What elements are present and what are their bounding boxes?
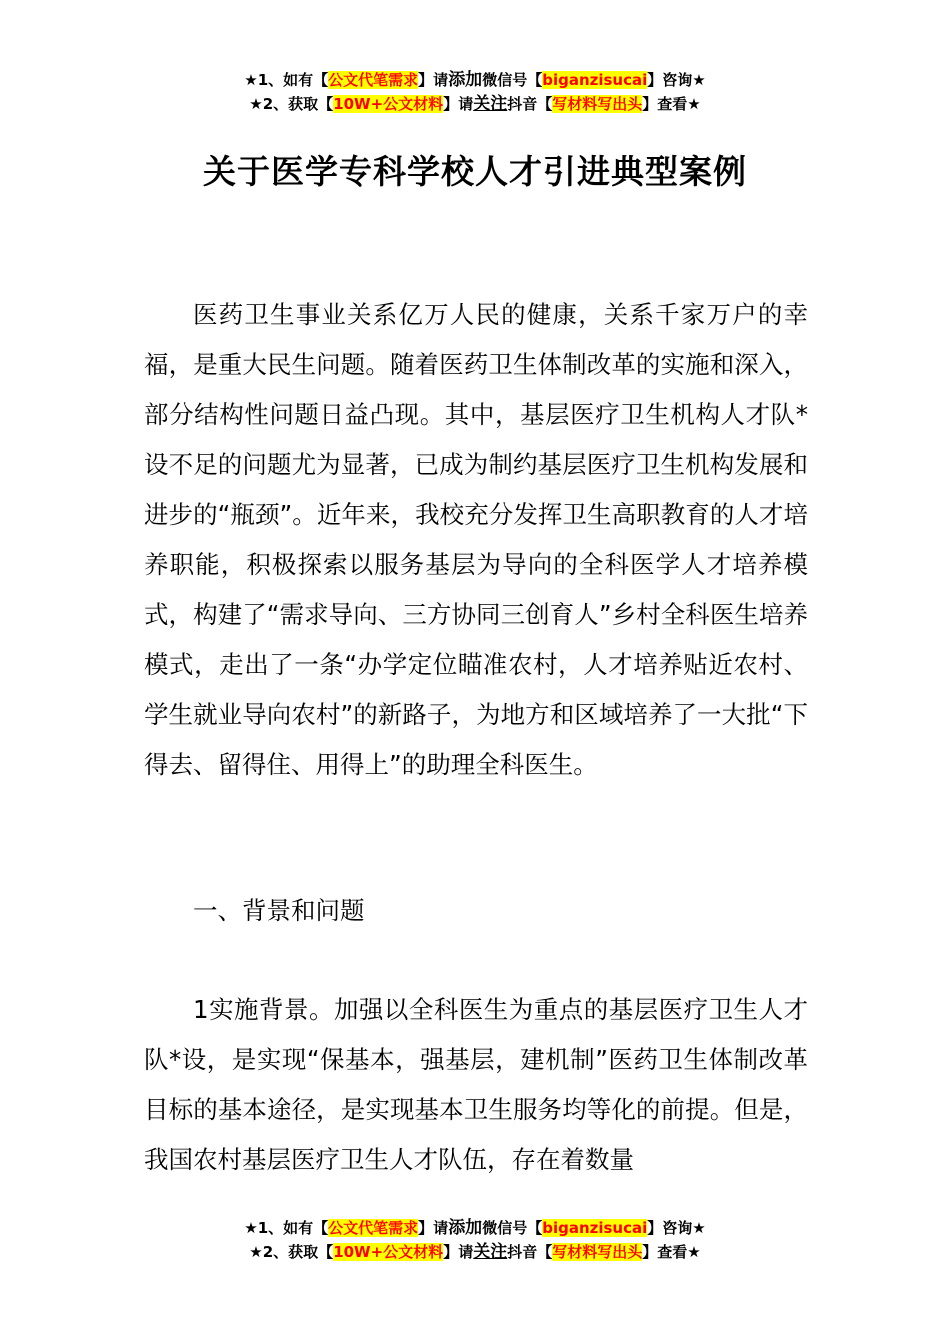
banner-text: 微信号【: [482, 71, 543, 89]
banner-text: 】咨询★: [647, 1219, 706, 1237]
banner-line-1: [0, 1216, 950, 1240]
header-banner: [0, 68, 950, 116]
banner-highlight: 10W+公文材料: [333, 95, 444, 113]
banner-highlight: 公文代笔需求: [328, 71, 419, 89]
document-title: 关于医学专科学校人才引进典型案例: [203, 152, 747, 191]
banner-text: ★2、获取【: [249, 1243, 334, 1261]
banner-text: ★1、如有【: [244, 1219, 329, 1237]
paragraph-intro: 医药卫生事业关系亿万人民的健康，关系千家万户的幸福，是重大民生问题。随着医药卫生体制改革的实施和深入，部分结构性问题日益凸现。其中，基层医疗卫生机构人才队*设不足的问题尤为显著，已成为制约基层医疗卫生机构发展和进步的“瓶颈”。近年来，我校充分发挥卫生高职教育的人才培养职能，积极探索以服务基层为导向的全科医学人才培养模式，构建了“需求导向、三方协同三创育人”乡村全科医生培养模式，走出了一条“办学定位瞄准农村，人才培养贴近农村、学生就业导向农村”的新路子，为地方和区域培养了一大批“下得去、留得住、用得上”的助理全科医生。: [144, 300, 808, 779]
banner-line-1: [0, 68, 950, 92]
banner-text: 】咨询★: [647, 71, 706, 89]
banner-highlight: 公文代笔需求: [328, 1219, 419, 1237]
banner-line-2: [0, 1240, 950, 1264]
banner-text: ★2、获取【: [249, 95, 334, 113]
banner-text: 】请: [443, 1243, 474, 1261]
banner-emphasis: 添加: [448, 70, 483, 90]
banner-text: 】查看★: [642, 1243, 701, 1261]
banner-text: 抖音【: [507, 95, 553, 113]
banner-douyin-id: 写材料写出头: [552, 95, 643, 113]
banner-emphasis: 关注: [473, 94, 508, 114]
banner-text: 】请: [443, 95, 474, 113]
banner-text: ★1、如有【: [244, 71, 329, 89]
section-heading: 一、背景和问题: [193, 896, 365, 925]
banner-text: 微信号【: [482, 1219, 543, 1237]
banner-douyin-id: 写材料写出头: [552, 1243, 643, 1261]
banner-emphasis: 关注: [473, 1242, 508, 1262]
banner-text: 抖音【: [507, 1243, 553, 1261]
banner-highlight: 10W+公文材料: [333, 1243, 444, 1261]
banner-wechat-id: biganzisucai: [542, 71, 648, 89]
banner-emphasis: 添加: [448, 1218, 483, 1238]
banner-wechat-id: biganzisucai: [542, 1219, 648, 1237]
banner-text: 】查看★: [642, 95, 701, 113]
banner-line-2: [0, 92, 950, 116]
footer-banner: [0, 1216, 950, 1264]
paragraph-background: 1实施背景。加强以全科医生为重点的基层医疗卫生人才队*设，是实现“保基本，强基层，建机制”医药卫生体制改革目标的基本途径，是实现基本卫生服务均等化的前提。但是，我国农村基层医疗卫生人才队伍，存在着数量: [144, 995, 808, 1174]
banner-text: 】请: [418, 71, 449, 89]
banner-text: 】请: [418, 1219, 449, 1237]
